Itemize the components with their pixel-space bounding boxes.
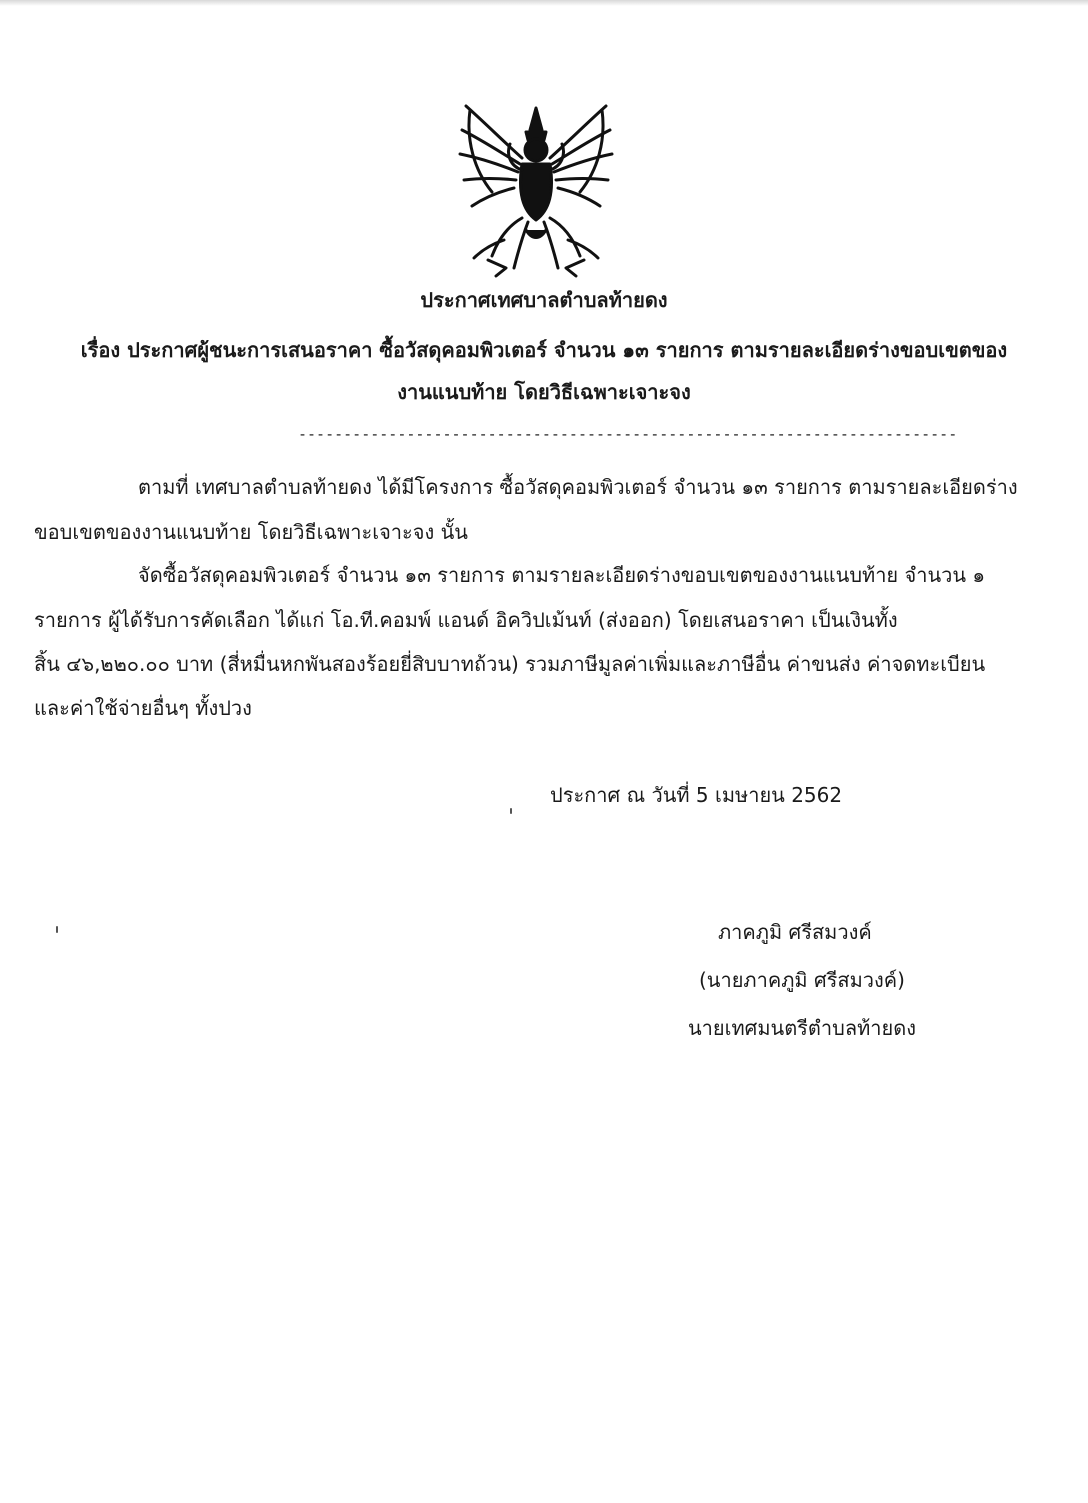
paragraph-2-line-2: รายการ ผู้ได้รับการคัดเลือก ได้แก่ โอ.ที.คอมพ์ แอนด์ อิควิปเม้นท์ (ส่งออก) โดยเสนอราคา เป็นเงินทั้ง — [34, 608, 898, 632]
announcement-subject-line-2: งานแนบท้าย โดยวิธีเฉพาะเจาะจง — [397, 380, 691, 404]
signatory-full-name: (นายภาคภูมิ ศรีสมวงค์) — [699, 968, 905, 992]
scan-speck — [510, 808, 512, 814]
scan-top-edge — [0, 0, 1088, 6]
paragraph-1-line-1: ตามที่ เทศบาลตำบลท้ายดง ได้มีโครงการ ซื้อวัสดุคอมพิวเตอร์ จำนวน ๑๓ รายการ ตามรายละเอียดร่าง — [138, 475, 1018, 499]
scan-speck — [56, 926, 58, 933]
announcement-subject-line-1: เรื่อง ประกาศผู้ชนะการเสนอราคา ซื้อวัสดุคอมพิวเตอร์ จำนวน ๑๓ รายการ ตามรายละเอียดร่างขอบเขตของ — [80, 338, 1008, 362]
paragraph-2-line-3: สิ้น ๔๖,๒๒๐.๐๐ บาท (สี่หมื่นหกพันสองร้อยยี่สิบบาทถ้วน) รวมภาษีมูลค่าเพิ่มและภาษีอื่น ค่าขนส่ง ค่าจดทะเบียน — [34, 652, 986, 676]
announcement-title: ประกาศเทศบาลตำบลท้ายดง — [420, 288, 668, 312]
separator-line: ------------------------------------------------------------------------- — [298, 425, 958, 443]
announcement-date: ประกาศ ณ วันที่ 5 เมษายน 2562 — [550, 783, 843, 807]
signature-name: ภาคภูมิ ศรีสมวงค์ — [718, 920, 872, 944]
paragraph-2-line-4: และค่าใช้จ่ายอื่นๆ ทั้งปวง — [34, 696, 252, 720]
paragraph-2-line-1: จัดซื้อวัสดุคอมพิวเตอร์ จำนวน ๑๓ รายการ ตามรายละเอียดร่างขอบเขตของงานแนบท้าย จำนวน ๑ — [138, 563, 986, 587]
garuda-emblem-icon — [452, 100, 620, 280]
signatory-position: นายเทศมนตรีตำบลท้ายดง — [688, 1016, 916, 1040]
paragraph-1-line-2: ขอบเขตของงานแนบท้าย โดยวิธีเฉพาะเจาะจง นั้น — [34, 520, 468, 544]
